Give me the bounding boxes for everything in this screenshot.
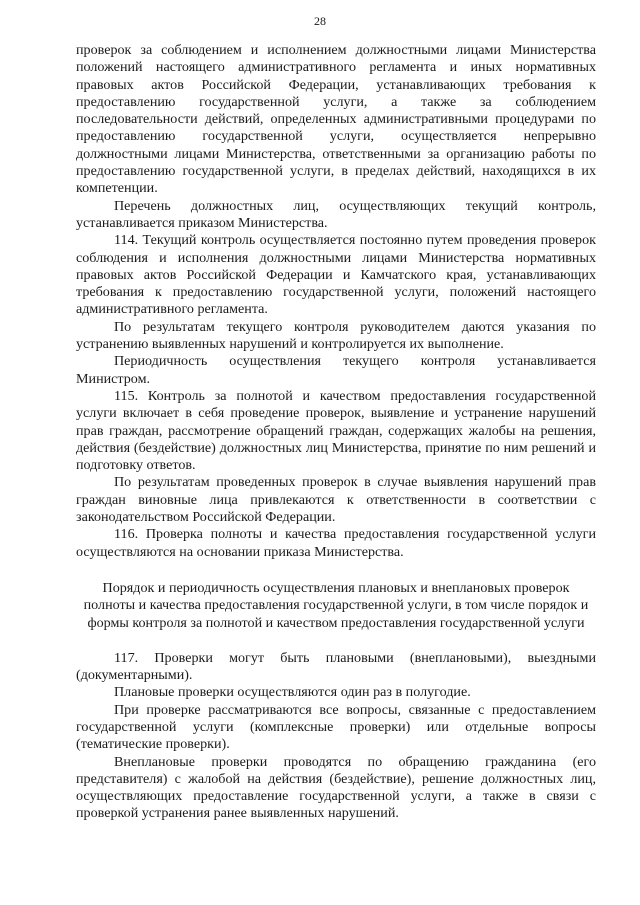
paragraph: проверок за соблюдением и исполнением должностными лицами Министерства положений настоящего административного регламента и иных нормативных правовых актов Российской Федерации, устанавливающих требования к предоставлению государственной услуги, а также за соблюдением последовательности действий, определенных административными процедурами по предоставлению государственной услуги, осуществляется непрерывно должностными лицами Министерства, ответственными за организацию работы по предоставлению государственной услуги, в пределах действий, находящихся в их компетенции.: [76, 42, 596, 197]
paragraph: Внеплановые проверки проводятся по обращению гражданина (его представителя) с жалобой на действия (бездействие), решение должностных лиц, осуществляющих предоставление государственной услуги, а также в связи с проверкой устранения ранее выявленных нарушений.: [76, 753, 596, 822]
paragraph: Плановые проверки осуществляются один раз в полугодие.: [114, 684, 471, 701]
section-heading: Порядок и периодичность осуществления плановых и внеплановых проверок полноты и качества предоставления государственной услуги, в том числе порядок и формы контроля за полнотой и качеством предоставления государственной услуги: [83, 579, 589, 631]
paragraph: По результатам текущего контроля руководителем даются указания по устранению выявленных нарушений и контролируется их выполнение.: [76, 318, 596, 353]
paragraph: 116. Проверка полноты и качества предоставления государственной услуги осуществляются на основании приказа Министерства.: [76, 526, 596, 560]
paragraph: По результатам проведенных проверок в случае выявления нарушений прав граждан виновные лица привлекаются к ответственности в соответствии с законодательством Российской Федерации.: [76, 474, 596, 526]
paragraph: 115. Контроль за полнотой и качеством предоставления государственной услуги включает в себя проведение проверок, выявление и устранение нарушений прав граждан, рассмотрение обращений граждан, содержащих жалобы на решения, действия (бездействие) должностных лиц Министерства, принятие по ним решений и подготовку ответов.: [76, 387, 596, 474]
paragraph: 117. Проверки могут быть плановыми (внеплановыми), выездными (документарными).: [76, 649, 596, 684]
page-number: 28: [314, 14, 326, 28]
paragraph: 114. Текущий контроль осуществляется постоянно путем проведения проверок соблюдения и исполнения должностными лицами Министерства нормативных правовых актов Российской Федерации и Камчатского края, устанавливающих требования к предоставлению государственной услуги, положений настоящего административного регламента.: [76, 232, 596, 318]
paragraph: Перечень должностных лиц, осуществляющих текущий контроль, устанавливается приказом Министерства.: [76, 197, 596, 231]
document-body: [76, 42, 596, 823]
paragraph: Периодичность осуществления текущего контроля устанавливается Министром.: [76, 353, 596, 387]
paragraph: При проверке рассматриваются все вопросы, связанные с предоставлением государственной услуги (комплексные проверки) или отдельные вопросы (тематические проверки).: [76, 701, 596, 753]
